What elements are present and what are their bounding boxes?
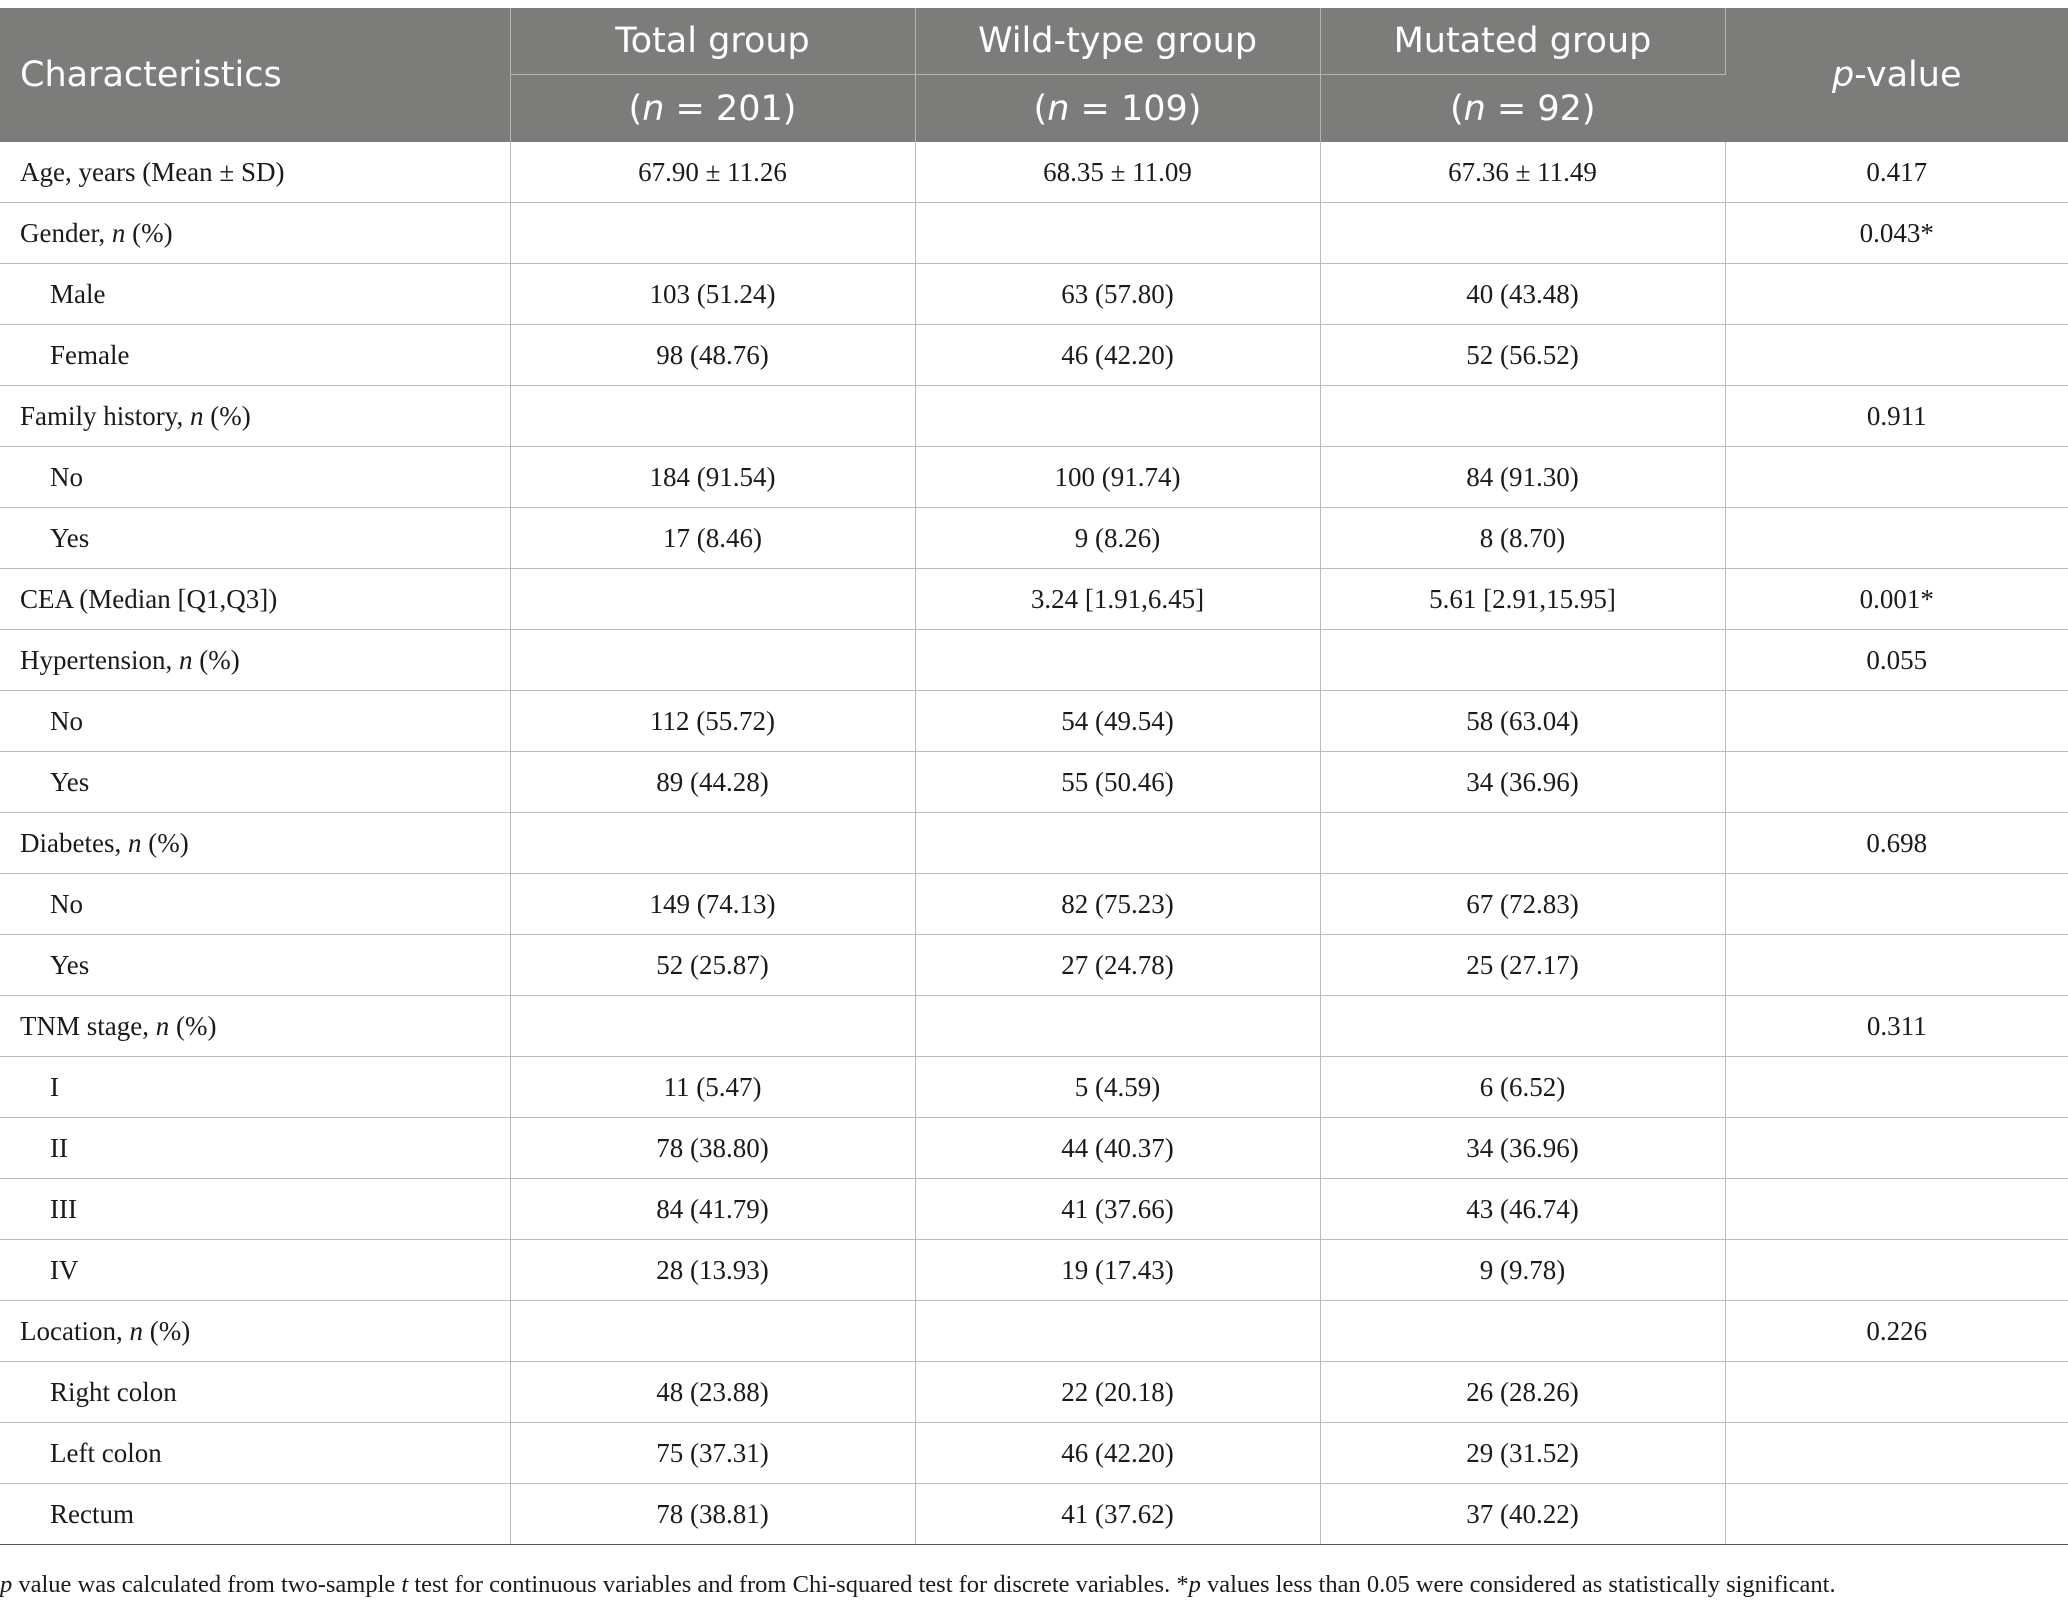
cell-wild: 100 (91.74)	[915, 447, 1320, 508]
row-label: Yes	[0, 508, 510, 569]
cell-total	[510, 996, 915, 1057]
cell-total	[510, 813, 915, 874]
header-row	[0, 8, 2068, 75]
table-row	[0, 874, 2068, 935]
row-label: Right colon	[0, 1362, 510, 1423]
table-row	[0, 203, 2068, 264]
cell-p: 0.055	[1725, 630, 2068, 691]
header-wild-n-value: 109	[1120, 88, 1188, 129]
cell-wild	[915, 203, 1320, 264]
cell-wild	[915, 996, 1320, 1057]
row-label: CEA (Median [Q1,Q3])	[0, 569, 510, 630]
cell-p	[1725, 1240, 2068, 1301]
cell-total: 98 (48.76)	[510, 325, 915, 386]
table-row	[0, 447, 2068, 508]
cell-mutated: 34 (36.96)	[1320, 752, 1725, 813]
cell-wild: 46 (42.20)	[915, 325, 1320, 386]
cell-wild: 82 (75.23)	[915, 874, 1320, 935]
cell-total: 103 (51.24)	[510, 264, 915, 325]
cell-total: 89 (44.28)	[510, 752, 915, 813]
cell-wild: 22 (20.18)	[915, 1362, 1320, 1423]
cell-total: 112 (55.72)	[510, 691, 915, 752]
header-wild: Wild-type group	[915, 8, 1320, 75]
cell-wild: 63 (57.80)	[915, 264, 1320, 325]
cell-total	[510, 1301, 915, 1362]
table-container	[0, 8, 2068, 1545]
cell-total	[510, 203, 915, 264]
cell-wild: 9 (8.26)	[915, 508, 1320, 569]
table-body	[0, 142, 2068, 1545]
cell-mutated: 43 (46.74)	[1320, 1179, 1725, 1240]
table-row	[0, 264, 2068, 325]
cell-wild: 68.35 ± 11.09	[915, 142, 1320, 203]
cell-mutated	[1320, 386, 1725, 447]
row-label: No	[0, 691, 510, 752]
cell-total: 75 (37.31)	[510, 1423, 915, 1484]
cell-mutated: 67 (72.83)	[1320, 874, 1725, 935]
cell-p	[1725, 1057, 2068, 1118]
cell-total: 17 (8.46)	[510, 508, 915, 569]
row-label: I	[0, 1057, 510, 1118]
cell-p	[1725, 1362, 2068, 1423]
cell-total	[510, 569, 915, 630]
row-label: Yes	[0, 935, 510, 996]
cell-p	[1725, 874, 2068, 935]
cell-total: 149 (74.13)	[510, 874, 915, 935]
footnote-text-2: test for continuous variables and from Chi-squared test for discrete variables. *	[408, 1571, 1189, 1598]
table-row	[0, 1179, 2068, 1240]
cell-p: 0.043*	[1725, 203, 2068, 264]
table-row	[0, 325, 2068, 386]
cell-wild: 19 (17.43)	[915, 1240, 1320, 1301]
cell-p: 0.417	[1725, 142, 2068, 203]
row-label: Age, years (Mean ± SD)	[0, 142, 510, 203]
cell-mutated: 84 (91.30)	[1320, 447, 1725, 508]
footnote-text-1: value was calculated from two-sample	[12, 1571, 402, 1598]
table-row	[0, 569, 2068, 630]
cell-total	[510, 630, 915, 691]
row-label: Rectum	[0, 1484, 510, 1545]
table-row	[0, 813, 2068, 874]
cell-mutated: 40 (43.48)	[1320, 264, 1725, 325]
cell-mutated: 25 (27.17)	[1320, 935, 1725, 996]
table-row	[0, 386, 2068, 447]
row-label: III	[0, 1179, 510, 1240]
table-row	[0, 1362, 2068, 1423]
cell-mutated: 67.36 ± 11.49	[1320, 142, 1725, 203]
cell-wild: 44 (40.37)	[915, 1118, 1320, 1179]
cell-p: 0.311	[1725, 996, 2068, 1057]
cell-p: 0.698	[1725, 813, 2068, 874]
cell-p: 0.226	[1725, 1301, 2068, 1362]
table-row	[0, 1423, 2068, 1484]
row-label: No	[0, 447, 510, 508]
header-mutated-n: (n = 92)	[1320, 75, 1725, 143]
cell-p: 0.001*	[1725, 569, 2068, 630]
row-label: II	[0, 1118, 510, 1179]
cell-total: 67.90 ± 11.26	[510, 142, 915, 203]
row-label: Family history, n (%)	[0, 386, 510, 447]
row-label: Hypertension, n (%)	[0, 630, 510, 691]
footnote	[0, 1571, 2068, 1599]
row-label: Yes	[0, 752, 510, 813]
cell-mutated: 5.61 [2.91,15.95]	[1320, 569, 1725, 630]
cell-mutated	[1320, 996, 1725, 1057]
cell-total: 11 (5.47)	[510, 1057, 915, 1118]
table-row	[0, 996, 2068, 1057]
cell-wild: 27 (24.78)	[915, 935, 1320, 996]
cell-mutated: 34 (36.96)	[1320, 1118, 1725, 1179]
cell-total: 78 (38.81)	[510, 1484, 915, 1545]
cell-p	[1725, 691, 2068, 752]
row-label: IV	[0, 1240, 510, 1301]
cell-wild: 5 (4.59)	[915, 1057, 1320, 1118]
footnote-p: p	[0, 1571, 13, 1598]
footnote-t: t	[401, 1571, 409, 1598]
cell-mutated	[1320, 813, 1725, 874]
table-row	[0, 1240, 2068, 1301]
header-total: Total group	[510, 8, 915, 75]
cell-total: 184 (91.54)	[510, 447, 915, 508]
cell-p	[1725, 1484, 2068, 1545]
cell-mutated: 8 (8.70)	[1320, 508, 1725, 569]
header-p-value	[1725, 8, 2068, 142]
cell-total: 52 (25.87)	[510, 935, 915, 996]
footnote-text-3: values less than 0.05 were considered as statistically significant.	[1200, 1571, 1836, 1598]
table-row	[0, 508, 2068, 569]
table-row	[0, 1484, 2068, 1545]
table-row	[0, 1118, 2068, 1179]
cell-p: 0.911	[1725, 386, 2068, 447]
cell-mutated	[1320, 203, 1725, 264]
row-label: Female	[0, 325, 510, 386]
table-row	[0, 691, 2068, 752]
cell-total: 84 (41.79)	[510, 1179, 915, 1240]
table-row	[0, 630, 2068, 691]
cell-p	[1725, 264, 2068, 325]
header-p-italic: p	[1831, 55, 1855, 95]
cell-p	[1725, 935, 2068, 996]
cell-wild	[915, 813, 1320, 874]
table-row	[0, 935, 2068, 996]
cell-wild: 41 (37.62)	[915, 1484, 1320, 1545]
cell-mutated	[1320, 1301, 1725, 1362]
cell-wild	[915, 630, 1320, 691]
cell-mutated: 58 (63.04)	[1320, 691, 1725, 752]
characteristics-table	[0, 8, 2068, 1545]
cell-mutated	[1320, 630, 1725, 691]
table-row	[0, 1057, 2068, 1118]
cell-p	[1725, 1118, 2068, 1179]
header-mutated-n-value: 92	[1537, 88, 1582, 129]
header-mutated: Mutated group	[1320, 8, 1725, 75]
cell-wild: 54 (49.54)	[915, 691, 1320, 752]
row-label: Diabetes, n (%)	[0, 813, 510, 874]
cell-mutated: 9 (9.78)	[1320, 1240, 1725, 1301]
footnote-p2: p	[1188, 1571, 1201, 1598]
cell-wild: 55 (50.46)	[915, 752, 1320, 813]
cell-total: 78 (38.80)	[510, 1118, 915, 1179]
header-p-suffix: -value	[1854, 55, 1962, 95]
table-row	[0, 1301, 2068, 1362]
row-label: No	[0, 874, 510, 935]
table-row	[0, 752, 2068, 813]
cell-mutated: 29 (31.52)	[1320, 1423, 1725, 1484]
header-total-n: (n = 201)	[510, 75, 915, 143]
table-row	[0, 142, 2068, 203]
cell-wild	[915, 386, 1320, 447]
cell-total	[510, 386, 915, 447]
cell-total: 48 (23.88)	[510, 1362, 915, 1423]
cell-wild	[915, 1301, 1320, 1362]
cell-p	[1725, 325, 2068, 386]
row-label: Location, n (%)	[0, 1301, 510, 1362]
cell-p	[1725, 508, 2068, 569]
cell-wild: 3.24 [1.91,6.45]	[915, 569, 1320, 630]
header-total-n-value: 201	[715, 88, 783, 129]
cell-mutated: 6 (6.52)	[1320, 1057, 1725, 1118]
cell-wild: 41 (37.66)	[915, 1179, 1320, 1240]
cell-p	[1725, 447, 2068, 508]
header-wild-n: (n = 109)	[915, 75, 1320, 143]
cell-mutated: 37 (40.22)	[1320, 1484, 1725, 1545]
cell-mutated: 26 (28.26)	[1320, 1362, 1725, 1423]
cell-mutated: 52 (56.52)	[1320, 325, 1725, 386]
cell-total: 28 (13.93)	[510, 1240, 915, 1301]
header-characteristics: Characteristics	[0, 8, 510, 142]
cell-p	[1725, 1423, 2068, 1484]
row-label: Left colon	[0, 1423, 510, 1484]
row-label: TNM stage, n (%)	[0, 996, 510, 1057]
row-label: Gender, n (%)	[0, 203, 510, 264]
cell-wild: 46 (42.20)	[915, 1423, 1320, 1484]
row-label: Male	[0, 264, 510, 325]
cell-p	[1725, 1179, 2068, 1240]
cell-p	[1725, 752, 2068, 813]
